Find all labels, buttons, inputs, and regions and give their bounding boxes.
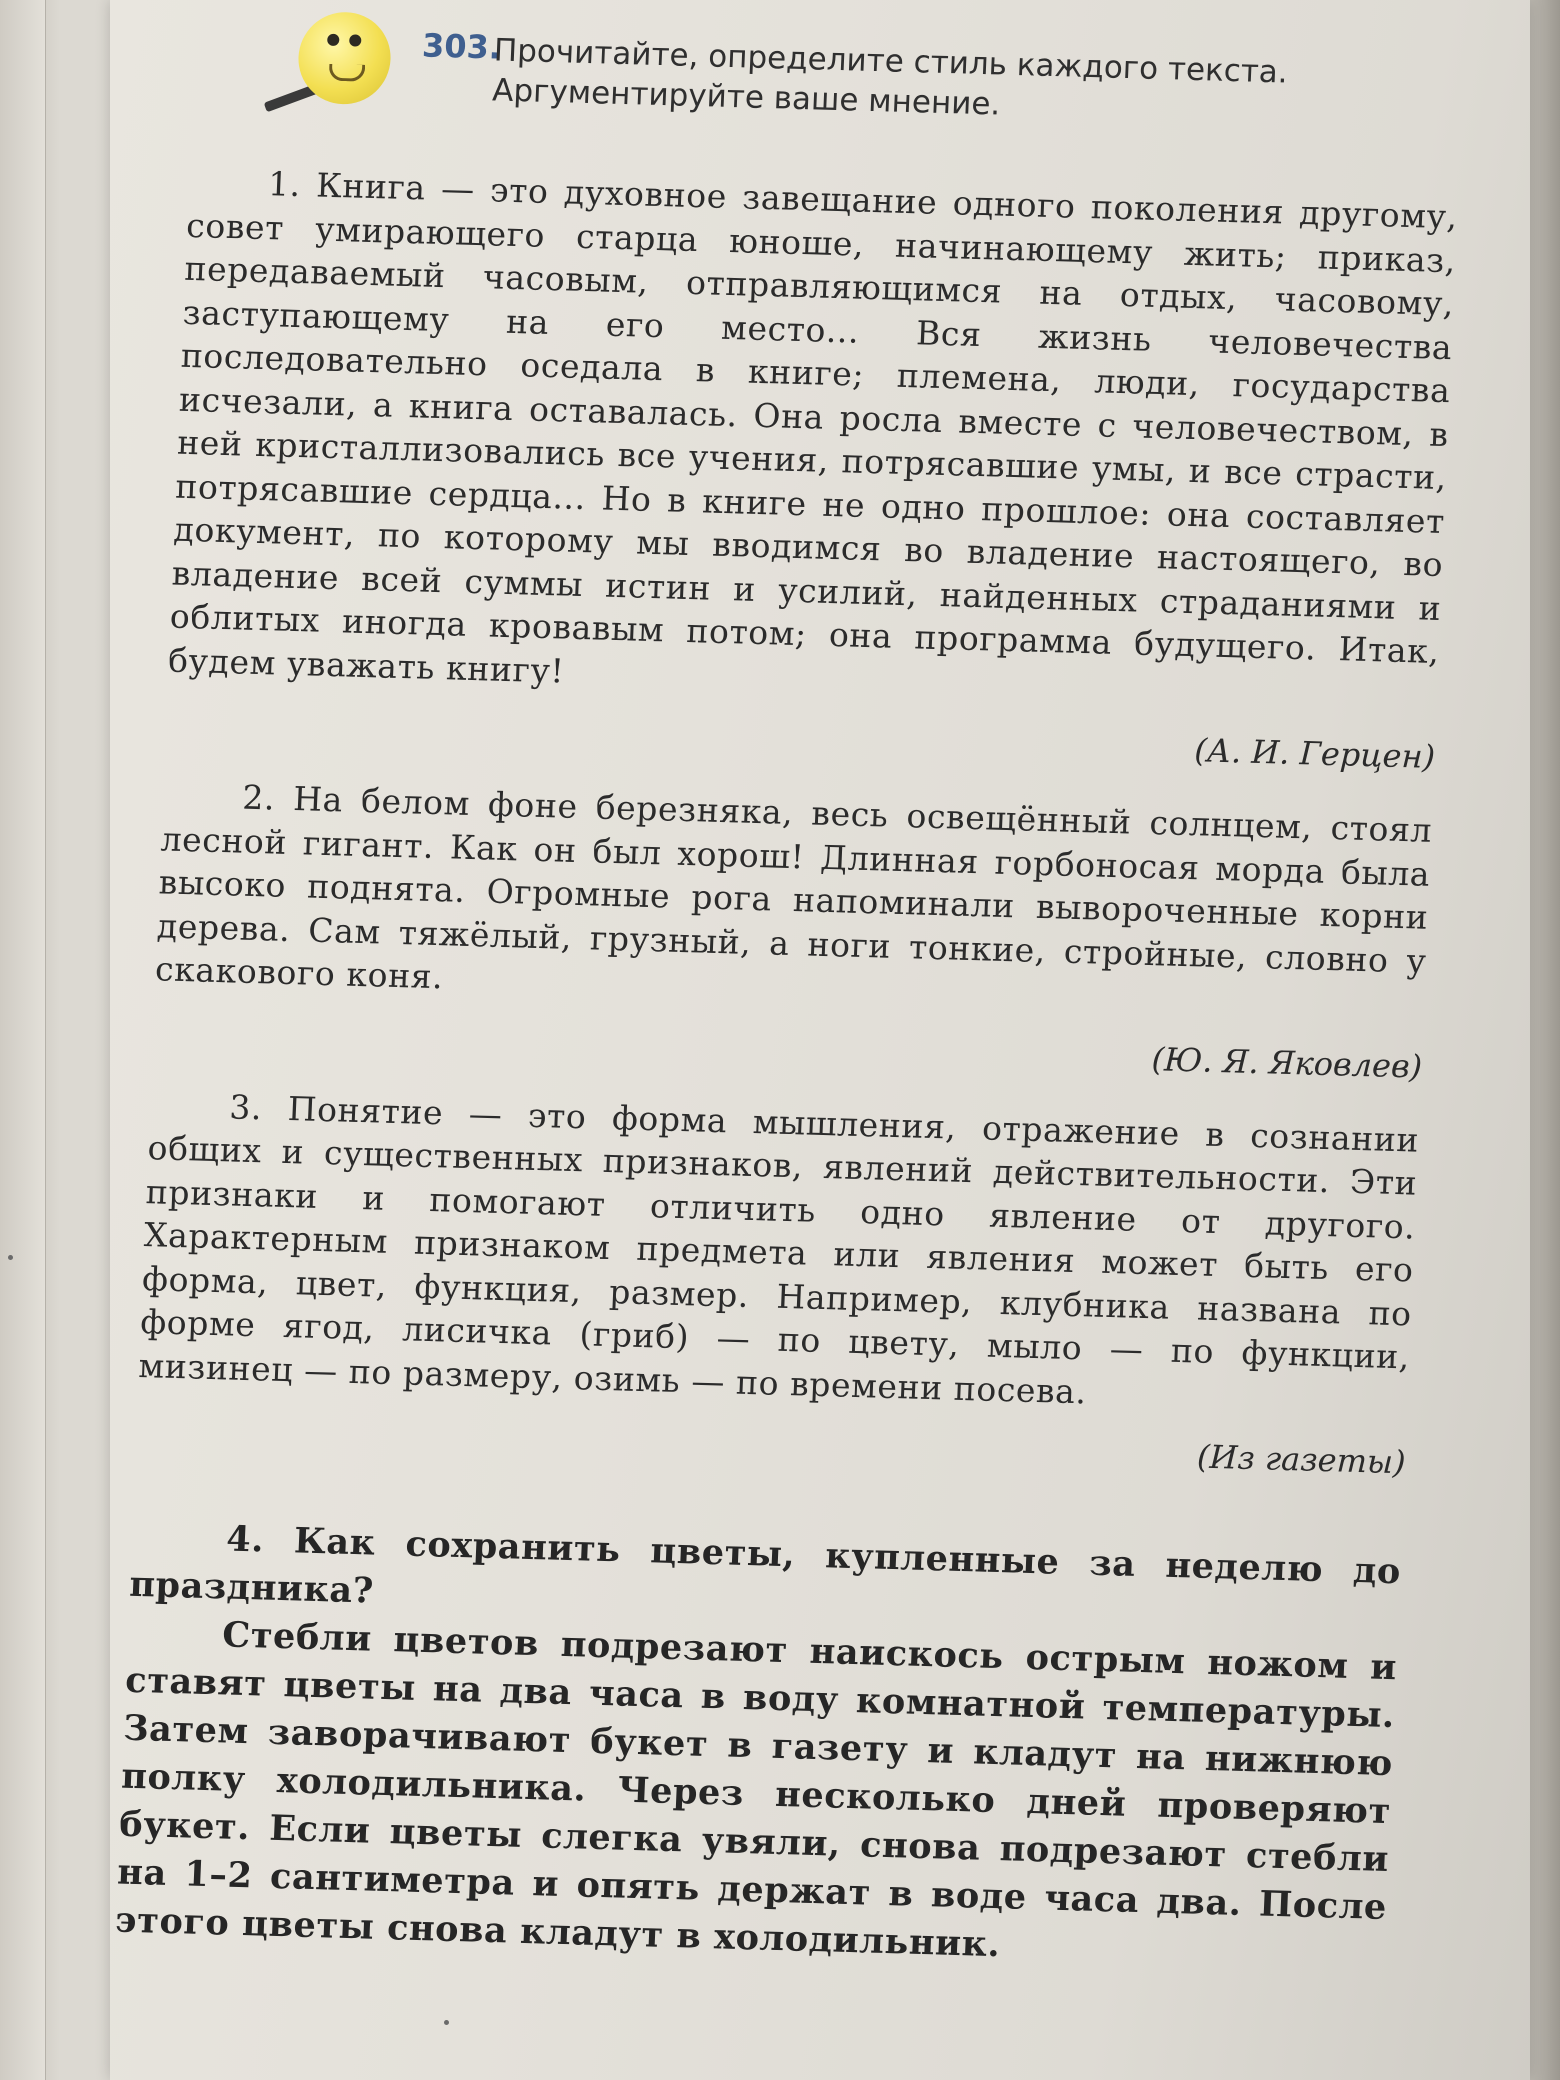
text-2-author: (Ю. Я. Яковлев) xyxy=(1150,1039,1423,1086)
speck xyxy=(444,2020,449,2025)
exercise-number: 303. xyxy=(421,26,502,67)
left-page-edge xyxy=(0,0,46,2080)
text-4-block xyxy=(114,1513,1402,1980)
page-content xyxy=(114,20,1464,1980)
text-1-body: 1. Книга — это духовное завещание одного поколения другому, совет умирающего старца юноше, начинающему жить; приказ, передаваемый часовым, отправляющимся на отдых, часовому, заступающему на его место... Вся жизнь человечества последовательно оседала в книге; племена, люди, государства исчезали, а книга оставалась. Она росла вместе с человечеством, в ней кристаллизовались все учения, потрясавшие умы, и все страсти, потрясавшие сердца... Но в книге не одно прошлое: она составляет документ, по которому мы вводимся во владение настоящего, во владение всей суммы истин и усилий, найденных страданиями и облитых иногда кровавым потом; она программа будущего. Итак, будем уважать книгу! xyxy=(167,164,1459,691)
smiley-eye-left xyxy=(327,34,339,46)
exercise-task: Прочитайте, определите стиль каждого текста. Аргументируйте ваше мнение. xyxy=(491,32,1289,123)
text-3-body: 3. Понятие — это форма мышления, отражение в сознании общих и существенных признаков, явлений действительности. Эти признаки и помогают отличить одно явление от другого. Характерным признаком предмета или явления может быть его форма, цвет, функция, размер. Например, клубника названа по форме ягод, лисичка (гриб) — по цвету, мыло — по функции, мизинец — по размеру, озимь — по времени посева. xyxy=(137,1086,1420,1411)
text-1-author: (А. И. Герцен) xyxy=(1193,731,1436,776)
text-4-body: Стебли цветов подрезают наискось острым ножом и ставят цветы на два часа в воду комнатной температуры. Затем заворачивают букет в газету и кладут на нижнюю полку холодильника. Через несколько дней проверяют букет. Если цветы слегка увяли, снова подрезают стебли на 1–2 сантиметра и опять держат в воде часа два. После этого цветы снова кладут в холодильник. xyxy=(114,1614,1398,1966)
text-3-author: (Из газеты) xyxy=(1196,1437,1407,1482)
speck xyxy=(8,1255,13,1260)
text-4-question: 4. Как сохранить цветы, купленные за неделю до праздника? xyxy=(128,1518,1402,1612)
smiley-eye-right xyxy=(349,34,361,46)
smiley-mouth xyxy=(329,64,366,82)
text-2-body: 2. На белом фоне березняка, весь освещённый солнцем, стоял лесной гигант. Как он был хорош! Длинная горбоносая морда была высоко поднята. Огромные рога напоминали вывороченные корни дерева. Сам тяжёлый, грузный, а ноги тонкие, стройные, словно у скакового коня. xyxy=(154,777,1433,997)
